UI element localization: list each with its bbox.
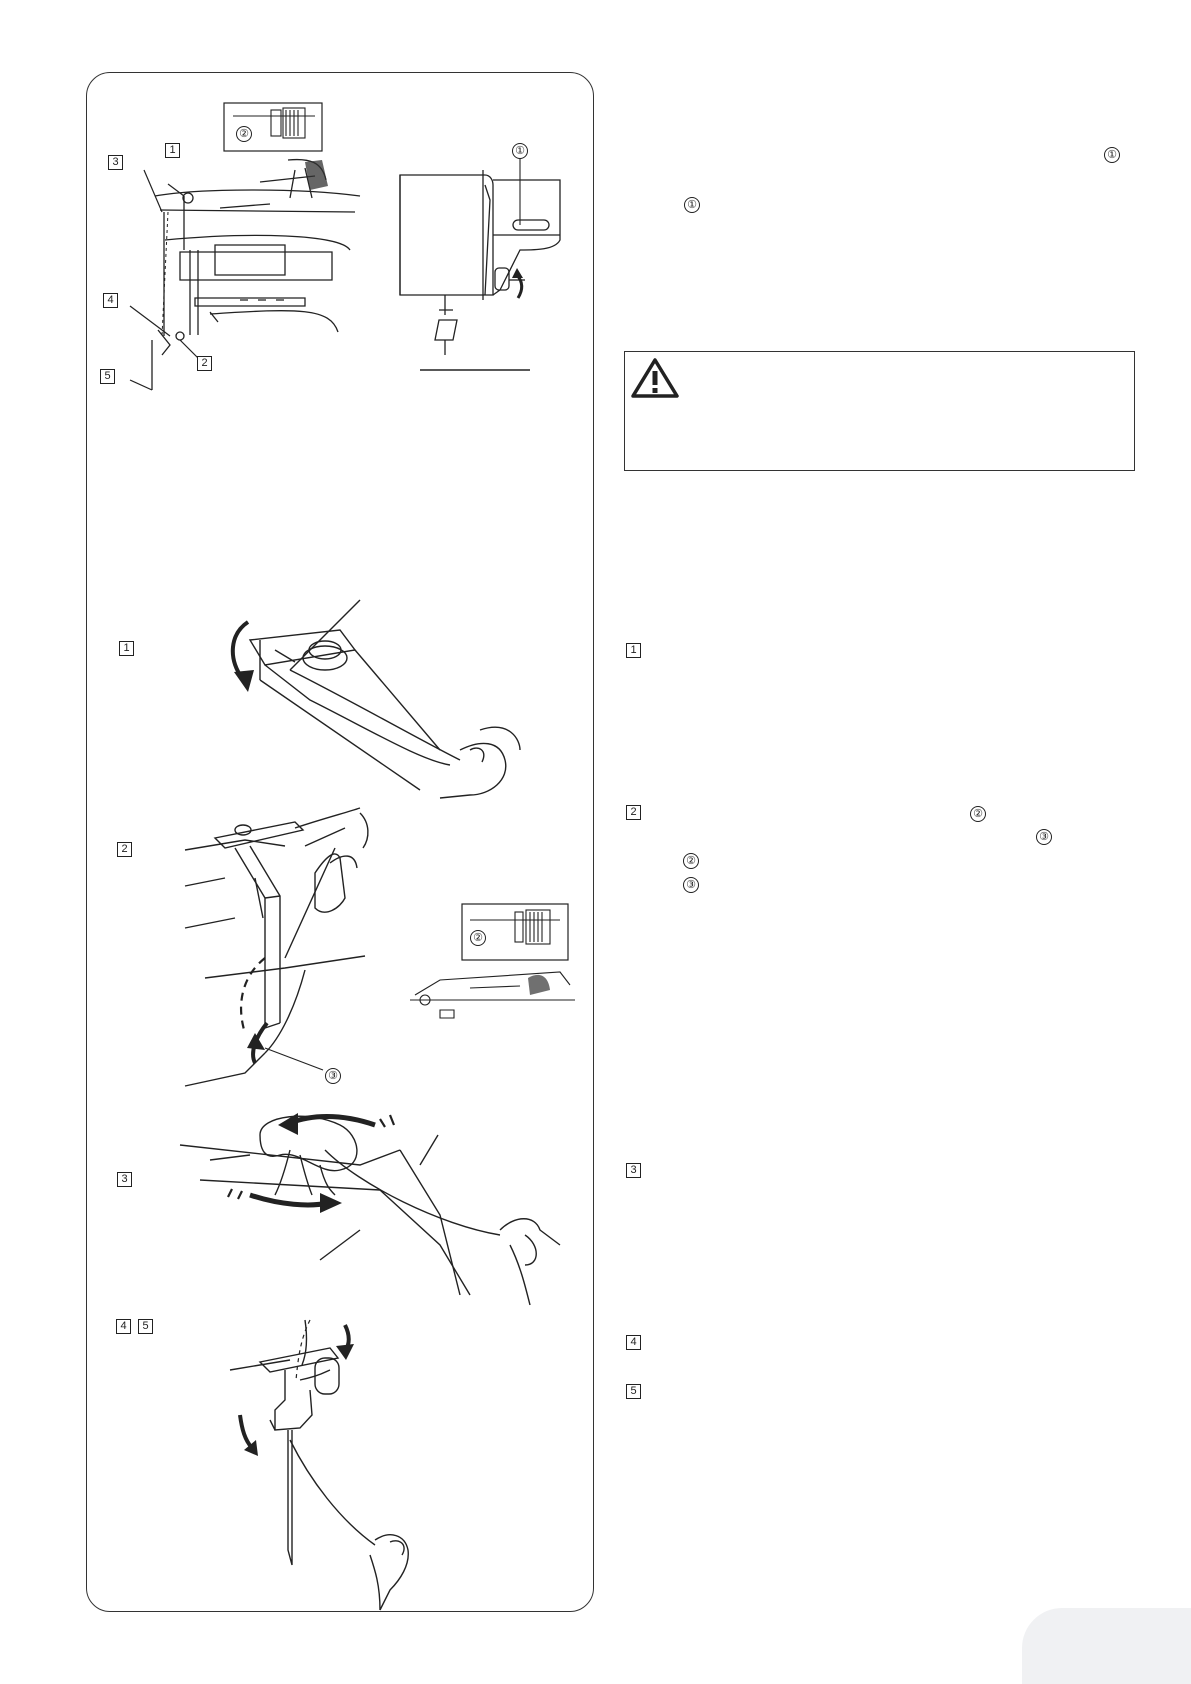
instruction-step-5-marker: 5 — [626, 1384, 641, 1399]
step3-guide-figure — [180, 1105, 575, 1330]
instruction-step-1-marker: 1 — [626, 643, 641, 658]
overview-label-3: 3 — [108, 155, 123, 170]
overview-label-2: 2 — [197, 356, 212, 371]
side-view-label-1: ① — [512, 143, 528, 159]
text-ref-circle-1-a: ① — [1104, 147, 1120, 163]
step4-figure-label: 4 — [116, 1319, 131, 1334]
warning-box — [624, 351, 1135, 471]
step2-inset-label-2: ② — [470, 930, 486, 946]
spool-inset-step2 — [410, 900, 575, 1015]
machine-side-view-figure — [395, 140, 575, 380]
step2-figure-label-circle-3: ③ — [325, 1068, 341, 1084]
instruction-step-4-marker: 4 — [626, 1335, 641, 1350]
step2-text-ref-circle-2-a: ② — [970, 806, 986, 822]
step2-text-ref-circle-3-b: ③ — [683, 877, 699, 893]
page-edge-tab — [1022, 1608, 1191, 1684]
text-ref-circle-1-b: ① — [684, 197, 700, 213]
warning-icon — [630, 357, 680, 399]
overview-label-1: 1 — [165, 143, 180, 158]
instruction-step-2-marker: 2 — [626, 805, 641, 820]
step1-thread-guide-figure — [220, 600, 540, 805]
instruction-step-3-marker: 3 — [626, 1163, 641, 1178]
step2-text-ref-circle-3-a: ③ — [1036, 829, 1052, 845]
step3-figure-label: 3 — [117, 1172, 132, 1187]
step2-take-up-figure — [185, 808, 420, 1088]
step2-figure-label: 2 — [117, 842, 132, 857]
step5-figure-label: 5 — [138, 1319, 153, 1334]
step45-needle-figure — [230, 1320, 440, 1610]
overview-label-5: 5 — [100, 369, 115, 384]
step1-figure-label: 1 — [119, 641, 134, 656]
overview-label-4: 4 — [103, 293, 118, 308]
step2-text-ref-circle-2-b: ② — [683, 853, 699, 869]
overview-inset-label-2: ② — [236, 126, 252, 142]
